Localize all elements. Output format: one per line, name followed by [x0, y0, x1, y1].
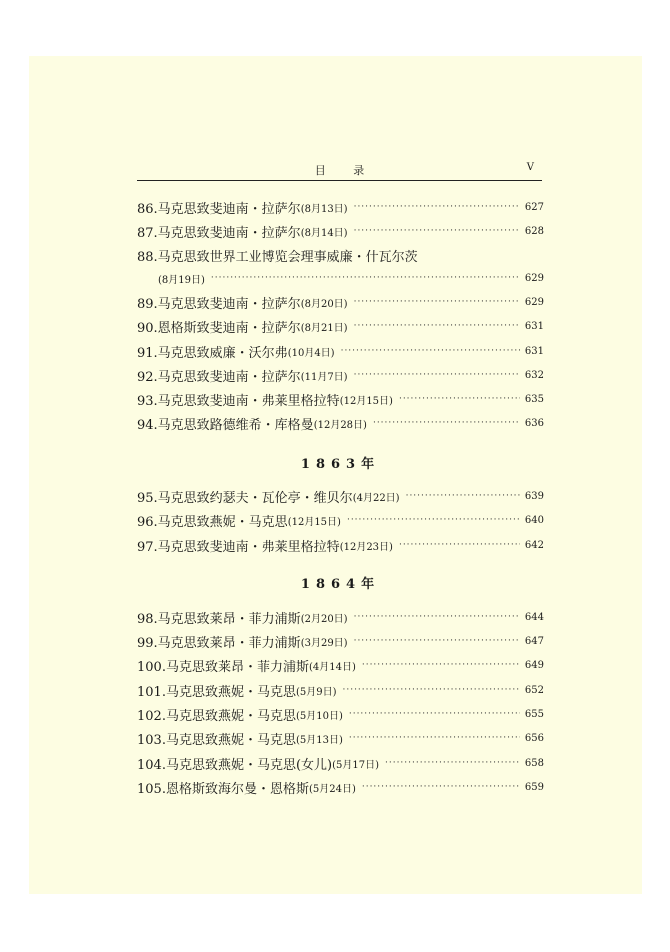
toc-entry[interactable] [137, 704, 544, 724]
entry-page: 635 [524, 393, 544, 405]
entry-title: 88.马克思致世界工业博览会理事威廉・什瓦尔茨 [137, 249, 418, 265]
toc-entry[interactable] [137, 655, 544, 675]
entry-page: 647 [524, 635, 544, 647]
toc-entry[interactable] [137, 777, 544, 797]
entry-date: (5月13日) [295, 734, 343, 746]
leader-dots [354, 612, 520, 622]
entry-title: 99.马克思致莱昂・菲力浦斯 [137, 635, 301, 651]
toc-entry[interactable] [137, 510, 544, 530]
entry-page: 655 [524, 708, 544, 720]
entry-page: 652 [524, 684, 544, 696]
leader-dots [385, 758, 520, 768]
toc-entry[interactable] [137, 197, 544, 217]
entry-date: (5月9日) [295, 686, 337, 698]
leader-dots [354, 297, 520, 307]
entry-title: 105.恩格斯致海尔曼・恩格斯 [137, 781, 309, 797]
toc-entry[interactable] [137, 535, 544, 555]
entry-page: 627 [524, 201, 544, 213]
toc-entry[interactable] [137, 607, 544, 627]
entry-date: (4月22日) [352, 492, 400, 504]
leader-dots [399, 394, 520, 404]
entry-page: 628 [524, 225, 544, 237]
entry-page: 632 [524, 369, 544, 381]
toc-entry-continuation[interactable] [158, 268, 544, 288]
entry-date: (12月28日) [313, 419, 367, 431]
entry-date: (5月10日) [295, 710, 343, 722]
entry-page: 631 [524, 320, 544, 332]
entry-date: (12月23日) [339, 541, 393, 553]
entry-date: (12月15日) [339, 395, 393, 407]
entry-title: 101.马克思致燕妮・马克思 [137, 684, 296, 700]
toc-entry[interactable] [137, 365, 544, 385]
leader-dots [349, 709, 520, 719]
toc-entry[interactable] [137, 389, 544, 409]
entry-date: (3月29日) [300, 637, 348, 649]
entry-title: 102.马克思致燕妮・马克思 [137, 708, 296, 724]
entry-title: 94.马克思致路德维希・库格曼 [137, 417, 314, 433]
leader-dots [399, 540, 520, 550]
entry-date: (11月7日) [300, 371, 348, 383]
leader-dots [362, 660, 520, 670]
entry-date: (5月24日) [308, 783, 356, 795]
entry-page: 629 [524, 272, 544, 284]
leader-dots [354, 321, 520, 331]
header-title: 目 录 [314, 164, 377, 177]
entry-page: 659 [524, 781, 544, 793]
entry-title: 87.马克思致斐迪南・拉萨尔 [137, 225, 301, 241]
leader-dots [347, 515, 520, 525]
entry-title: 91.马克思致威廉・沃尔弗 [137, 345, 288, 361]
entry-page: 631 [524, 345, 544, 357]
leader-dots [354, 370, 520, 380]
leader-dots [349, 733, 520, 743]
entry-page: 658 [524, 757, 544, 769]
entry-page: 649 [524, 659, 544, 671]
entry-title: 96.马克思致燕妮・马克思 [137, 514, 288, 530]
entry-title: 98.马克思致莱昂・菲力浦斯 [137, 611, 301, 627]
page-header [137, 158, 542, 181]
entry-date: (8月14日) [300, 227, 348, 239]
entry-date: (8月19日) [158, 274, 205, 286]
entry-page: 629 [524, 296, 544, 308]
entry-date: (8月21日) [300, 322, 348, 334]
entry-date: (10月4日) [287, 347, 335, 359]
toc-entry[interactable] [137, 413, 544, 433]
toc-entry[interactable] [137, 728, 544, 748]
entry-page: 644 [524, 611, 544, 623]
entry-page: 639 [524, 490, 544, 502]
toc-entry[interactable] [137, 221, 544, 241]
entry-title: 86.马克思致斐迪南・拉萨尔 [137, 201, 301, 217]
entry-title: 100.马克思致莱昂・菲力浦斯 [137, 659, 309, 675]
entry-date: (2月20日) [300, 613, 348, 625]
leader-dots [354, 226, 520, 236]
header-page-number: V [526, 162, 534, 173]
toc-entry[interactable] [137, 680, 544, 700]
entry-title: 95.马克思致约瑟夫・瓦伦亭・维贝尔 [137, 490, 353, 506]
leader-dots [373, 418, 520, 428]
entry-title: 93.马克思致斐迪南・弗莱里格拉特 [137, 393, 340, 409]
toc-entry[interactable] [137, 316, 544, 336]
entry-title: 104.马克思致燕妮・马克思(女儿) [137, 757, 333, 773]
entry-title: 92.马克思致斐迪南・拉萨尔 [137, 369, 301, 385]
toc-entry[interactable] [137, 341, 544, 361]
toc-entry[interactable] [137, 753, 544, 773]
toc-entry-title-line[interactable] [137, 245, 544, 265]
year-heading: 1864年 [300, 577, 381, 592]
entry-page: 640 [524, 514, 544, 526]
entry-date: (8月13日) [300, 203, 348, 215]
entry-date: (4月14日) [308, 661, 356, 673]
entry-title: 103.马克思致燕妮・马克思 [137, 732, 296, 748]
entry-title: 90.恩格斯致斐迪南・拉萨尔 [137, 320, 301, 336]
entry-date: (8月20日) [300, 298, 348, 310]
leader-dots [406, 491, 520, 501]
toc-entry[interactable] [137, 292, 544, 312]
leader-dots [211, 273, 520, 283]
entry-date: (12月15日) [287, 516, 341, 528]
leader-dots [354, 202, 520, 212]
entry-page: 636 [524, 417, 544, 429]
entry-title: 89.马克思致斐迪南・拉萨尔 [137, 296, 301, 312]
leader-dots [341, 346, 520, 356]
entry-date: (5月17日) [332, 759, 379, 771]
leader-dots [362, 782, 520, 792]
entry-title: 97.马克思致斐迪南・弗莱里格拉特 [137, 539, 340, 555]
toc-entry[interactable] [137, 631, 544, 651]
leader-dots [354, 636, 520, 646]
toc-entry[interactable] [137, 486, 544, 506]
year-heading: 1863年 [300, 457, 381, 472]
entry-page: 642 [524, 539, 544, 551]
entry-page: 656 [524, 732, 544, 744]
leader-dots [342, 685, 520, 695]
